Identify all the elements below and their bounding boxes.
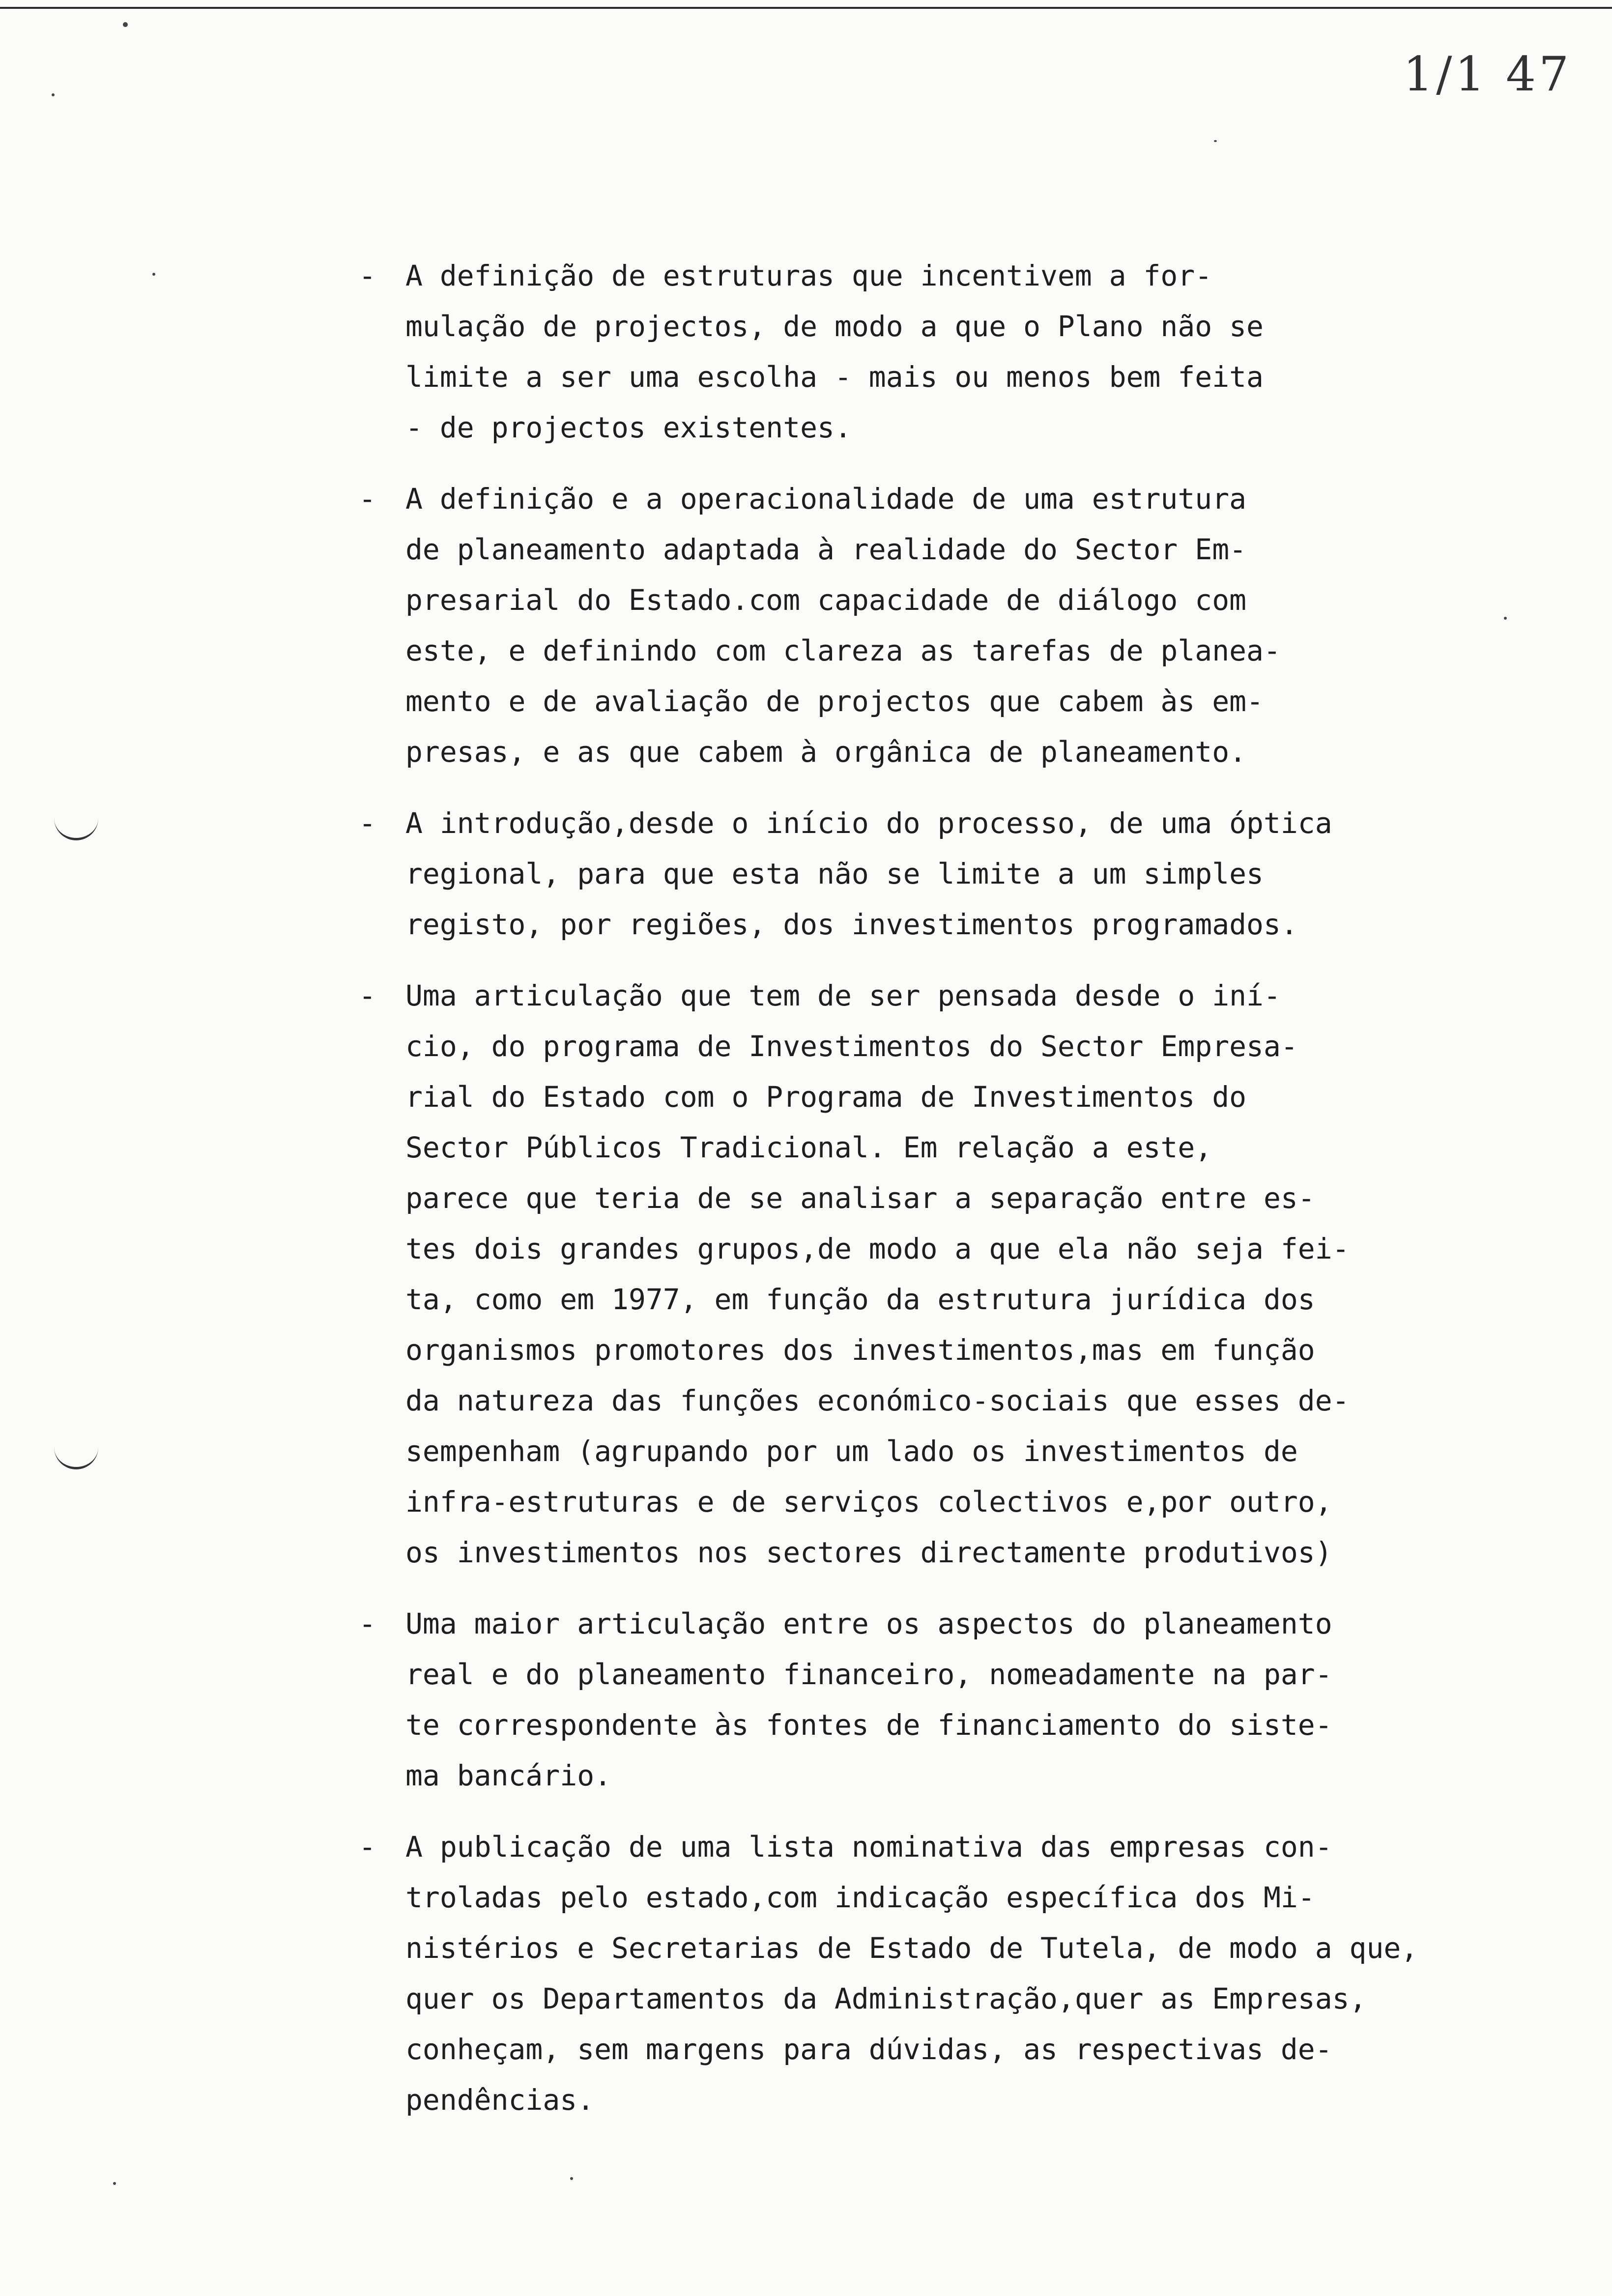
text-line: A publicação de uma lista nominativa das empresas con-: [405, 1830, 1332, 1864]
punch-hole-mark: [54, 818, 98, 840]
bullet-dash: -: [359, 806, 376, 840]
scan-speck: [570, 2177, 573, 2180]
text-line: cio, do programa de Investimentos do Sector Empresa-: [405, 1030, 1298, 1063]
text-line: Uma maior articulação entre os aspectos do planeamento: [405, 1607, 1332, 1640]
text-line: este, e definindo com clareza as tarefas de planea-: [405, 634, 1281, 667]
text-line: organismos promotores dos investimentos,mas em função: [405, 1333, 1315, 1367]
text-line: regional, para que esta não se limite a um simples: [405, 857, 1264, 890]
text-line: registo, por regiões, dos investimentos programados.: [405, 908, 1298, 941]
text-line: - de projectos existentes.: [405, 411, 852, 444]
text-line: te correspondente às fontes de financiamento do siste-: [405, 1708, 1332, 1742]
bullet-dash: -: [359, 482, 376, 516]
list-item: [359, 1822, 1548, 2125]
text-line: A introdução,desde o início do processo, de uma óptica: [405, 806, 1332, 840]
list-item: [359, 251, 1548, 453]
top-border-line: [0, 7, 1612, 9]
document-body: [359, 251, 1548, 2146]
text-line: limite a ser uma escolha - mais ou menos bem feita: [405, 360, 1264, 394]
scan-speck: [152, 273, 155, 276]
text-line: de planeamento adaptada à realidade do Sector Em-: [405, 533, 1247, 566]
bullet-dash: -: [359, 259, 376, 292]
text-line: parece que teria de se analisar a separação entre es-: [405, 1181, 1315, 1215]
text-line: A definição de estruturas que incentivem a for-: [405, 259, 1212, 292]
text-line: nistérios e Secretarias de Estado de Tutela, de modo a que,: [405, 1931, 1418, 1965]
scan-speck: [52, 93, 55, 96]
bullet-dash: -: [359, 979, 376, 1012]
text-line: presarial do Estado.com capacidade de diálogo com: [405, 583, 1247, 617]
bullet-dash: -: [359, 1607, 376, 1640]
text-line: presas, e as que cabem à orgânica de planeamento.: [405, 735, 1247, 769]
text-line: rial do Estado com o Programa de Investimentos do: [405, 1080, 1247, 1114]
text-line: mulação de projectos, de modo a que o Plano não se: [405, 310, 1264, 343]
text-line: ma bancário.: [405, 1759, 612, 1792]
text-line: tes dois grandes grupos,de modo a que ela não seja fei-: [405, 1232, 1350, 1265]
scan-speck: [113, 2182, 116, 2185]
text-line: Uma articulação que tem de ser pensada desde o iní-: [405, 979, 1281, 1012]
text-line: sempenham (agrupando por um lado os investimentos de: [405, 1435, 1298, 1468]
list-item: [359, 798, 1548, 950]
text-line: real e do planeamento financeiro, nomeadamente na par-: [405, 1658, 1332, 1691]
text-line: ta, como em 1977, em função da estrutura jurídica dos: [405, 1283, 1315, 1316]
text-line: pendências.: [405, 2083, 595, 2117]
text-line: quer os Departamentos da Administração,quer as Empresas,: [405, 1982, 1367, 2015]
scan-speck: [1214, 140, 1217, 142]
scan-speck: [123, 22, 128, 27]
bullet-dash: -: [359, 1830, 376, 1864]
text-line: infra-estruturas e de serviços colectivos e,por outro,: [405, 1485, 1332, 1519]
text-line: troladas pelo estado,com indicação específica dos Mi-: [405, 1881, 1315, 1914]
text-line: Sector Públicos Tradicional. Em relação a este,: [405, 1131, 1212, 1164]
text-line: mento e de avaliação de projectos que cabem às em-: [405, 685, 1264, 718]
text-line: os investimentos nos sectores directamente produtivos): [405, 1536, 1332, 1569]
list-item: [359, 474, 1548, 777]
text-line: A definição e a operacionalidade de uma estrutura: [405, 482, 1247, 516]
list-item: [359, 971, 1548, 1578]
text-line: da natureza das funções económico-sociais que esses de-: [405, 1384, 1350, 1417]
list-item: [359, 1599, 1548, 1801]
page-number: 1/1 47: [1403, 47, 1572, 102]
text-line: conheçam, sem margens para dúvidas, as respectivas de-: [405, 2033, 1332, 2066]
punch-hole-mark: [54, 1447, 98, 1469]
